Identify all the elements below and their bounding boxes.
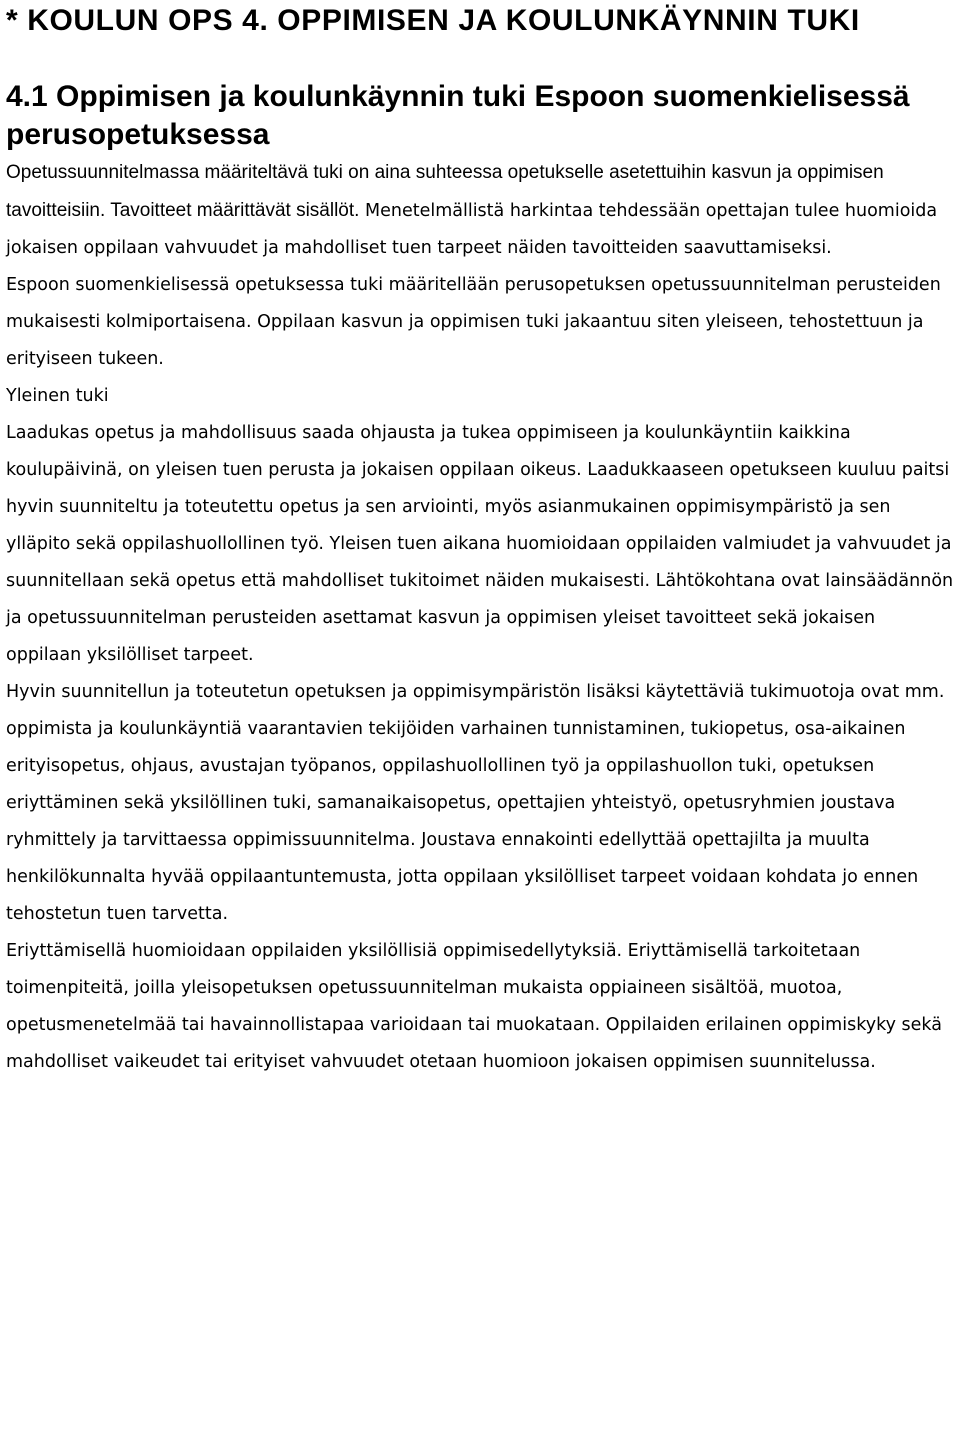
intro-rest-text: Menetelmällistä harkintaa tehdessään opettajan tulee huomioida jokaisen oppilaan vahvuudet ja mahdolliset tuen tarpeet näiden tavoitteiden saavuttamiseksi. <box>6 201 938 258</box>
paragraph-tukimuodot: Hyvin suunnitellun ja toteutetun opetuksen ja oppimisympäristön lisäksi käytettäviä tukimuotoja ovat mm. oppimista ja koulunkäyntiä vaarantavien tekijöiden varhainen tunnistaminen, tukiopetus, osa-aikainen erityisopetus, ohjaus, avustajan työpanos, oppilashuollollinen työ ja oppilashuollon tuki, opetuksen eriyttäminen sekä yksilöllinen tuki, samanaikaisopetus, opettajien yhteistyö, opetusryhmien joustava ryhmittely ja tarvittaessa oppimissuunnitelma. Joustava ennakointi edellyttää opettajilta ja muulta henkilökunnalta hyvää oppilaantuntemusta, jotta oppilaan yksilölliset tarpeet voidaan kohdata jo ennen tehostetun tuen tarvetta. <box>6 682 945 924</box>
section-title: 4.1 Oppimisen ja koulunkäynnin tuki Espoon suomenkielisessä perusopetuksessa <box>6 80 910 151</box>
subheading-yleinen-tuki: Yleinen tuki <box>6 386 109 406</box>
intro-paragraph <box>6 154 954 267</box>
paragraph-tuen-portaat: Espoon suomenkielisessä opetuksessa tuki määritellään perusopetuksen opetussuunnitelman perusteiden mukaisesti kolmiportaisena. Oppilaan kasvun ja oppimisen tuki jakaantuu siten yleiseen, tehostettuun ja erityiseen tukeen. <box>6 275 941 369</box>
page-title: * KOULUN OPS 4. OPPIMISEN JA KOULUNKÄYNNIN TUKI <box>6 4 860 37</box>
intro-lead-text: Opetussuunnitelmassa määriteltävä tuki on aina suhteessa opetukselle asetettuihin kasvun ja oppimisen tavoitteisiin. Tavoitteet määrittävät sisällöt. <box>6 162 884 221</box>
paragraph-laadukas-opetus: Laadukas opetus ja mahdollisuus saada ohjausta ja tukea oppimiseen ja koulunkäyntiin kaikkina koulupäivinä, on yleisen tuen perusta ja jokaisen oppilaan oikeus. Laadukkaaseen opetukseen kuuluu paitsi hyvin suunniteltu ja toteutettu opetus ja sen arviointi, myös asianmukainen oppimisympäristö ja sen ylläpito sekä oppilashuollollinen työ. Yleisen tuen aikana huomioidaan oppilaiden valmiudet ja vahvuudet ja suunnitellaan sekä opetus että mahdolliset tukitoimet näiden mukaisesti. Lähtökohtana ovat lainsäädännön ja opetussuunnitelman perusteiden asettamat kasvun ja oppimisen yleiset tavoitteet sekä jokaisen oppilaan yksilölliset tarpeet. <box>6 423 954 665</box>
paragraph-eriyttaminen: Eriyttämisellä huomioidaan oppilaiden yksilöllisiä oppimisedellytyksiä. Eriyttämisellä tarkoitetaan toimenpiteitä, joilla yleisopetuksen opetussuunnitelman mukaista oppiaineen sisältöä, muotoa, opetusmenetelmää tai havainnollistapaa varioidaan tai muokataan. Oppilaiden erilainen oppimiskyky sekä mahdolliset vaikeudet tai erityiset vahvuudet otetaan huomioon jokaisen oppimisen suunnitelussa. <box>6 941 942 1072</box>
